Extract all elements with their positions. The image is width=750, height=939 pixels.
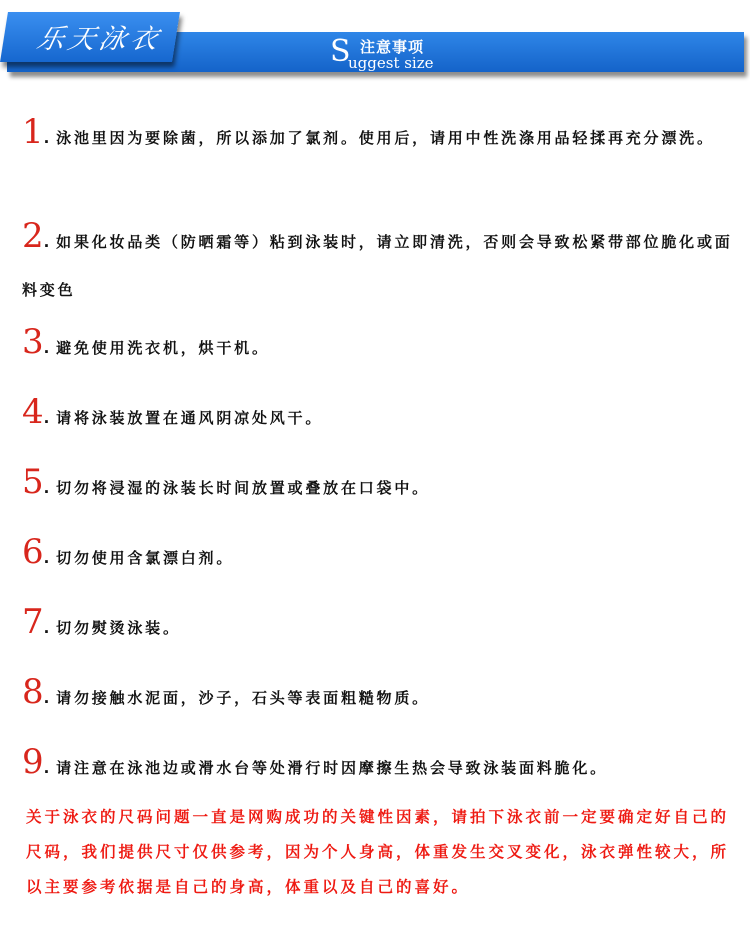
- note-number: 1: [22, 112, 44, 152]
- size-advice-note: 关于泳衣的尺码问题一直是网购成功的关键性因素，请拍下泳衣前一定要确定好自己的尺码，我们提供尺寸仅供参考，因为个人身高，体重发生交叉变化，泳衣弹性较大，所以主要参考依据是自己的身高，体重以及自己的喜好。: [26, 808, 730, 896]
- care-note-9: 9. 请注意在泳池边或滑水台等处滑行时因摩擦生热会导致泳装面料脆化。: [22, 742, 608, 782]
- note-text: 避免使用洗衣机，烘干机。: [56, 339, 270, 357]
- title-chinese: 注意事项: [360, 38, 425, 56]
- note-number: 7: [22, 602, 44, 642]
- note-number: 3: [22, 322, 44, 362]
- note-number: 2: [22, 216, 44, 256]
- note-number: 9: [22, 742, 44, 782]
- care-note-1: 1. 泳池里因为要除菌，所以添加了氯剂。使用后，请用中性洗涤用品轻揉再充分漂洗。: [22, 112, 715, 152]
- brand-logo: 乐天泳衣: [34, 24, 165, 55]
- care-note-4: 4. 请将泳装放置在通风阴凉处风干。: [22, 392, 324, 432]
- title-english: uggest size: [348, 54, 434, 72]
- note-text: 请将泳装放置在通风阴凉处风干。: [56, 409, 324, 427]
- note-text: 切勿熨烫泳装。: [56, 619, 181, 637]
- note-number: 4: [22, 392, 44, 432]
- care-note-2: 2. 如果化妆品类（防晒霜等）粘到泳装时，请立即清洗，否则会导致松紧带部位脆化或面料变色: [22, 216, 733, 299]
- note-text: 切勿使用含氯漂白剂。: [56, 549, 235, 567]
- note-text: 请注意在泳池边或滑水台等处滑行时因摩擦生热会导致泳装面料脆化。: [56, 759, 608, 777]
- care-note-6: 6. 切勿使用含氯漂白剂。: [22, 532, 235, 572]
- note-number: 6: [22, 532, 44, 572]
- care-note-5: 5. 切勿将浸湿的泳装长时间放置或叠放在口袋中。: [22, 462, 430, 502]
- note-text: 切勿将浸湿的泳装长时间放置或叠放在口袋中。: [56, 479, 430, 497]
- note-number: 5: [22, 462, 44, 502]
- care-note-8: 8. 请勿接触水泥面，沙子，石头等表面粗糙物质。: [22, 672, 430, 712]
- note-text: 请勿接触水泥面，沙子，石头等表面粗糙物质。: [56, 689, 430, 707]
- title-initial: S: [330, 34, 351, 69]
- care-note-3: 3. 避免使用洗衣机，烘干机。: [22, 322, 270, 362]
- note-text: 泳池里因为要除菌，所以添加了氯剂。使用后，请用中性洗涤用品轻揉再充分漂洗。: [56, 129, 715, 147]
- note-number: 8: [22, 672, 44, 712]
- care-note-7: 7. 切勿熨烫泳装。: [22, 602, 181, 642]
- note-text: 如果化妆品类（防晒霜等）粘到泳装时，请立即清洗，否则会导致松紧带部位脆化或面料变色: [22, 233, 733, 299]
